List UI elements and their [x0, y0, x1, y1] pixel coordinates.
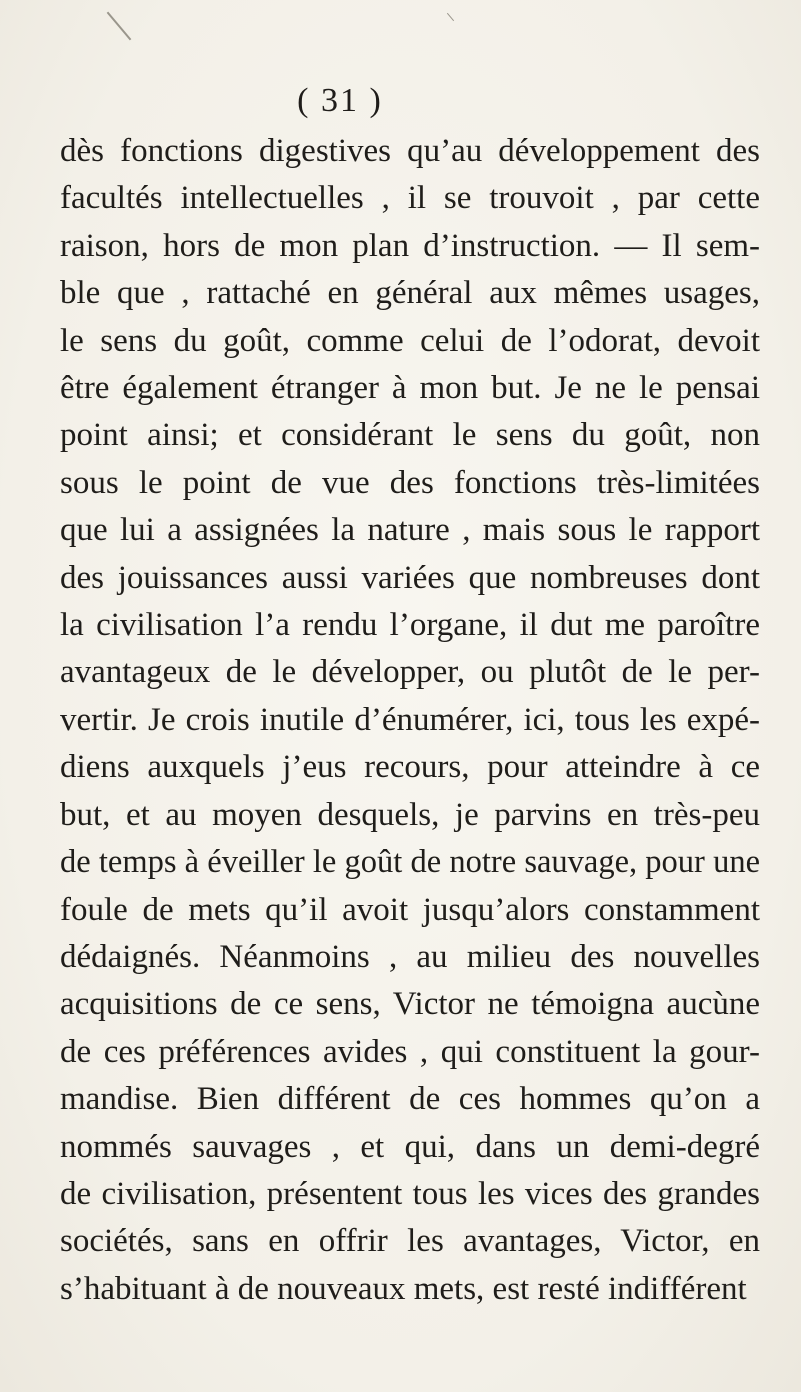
- text-line: vertir. Je crois inutile d’énumérer, ici, tous les expé-: [60, 701, 760, 738]
- text-line: des jouissances aussi variées que nombreuses dont: [60, 559, 760, 596]
- text-line: diens auxquels j’eus recours, pour atteindre à ce: [60, 749, 760, 786]
- text-line: dédaignés. Néanmoins , au milieu des nouvelles: [60, 938, 760, 975]
- page-number: ( 31 ): [297, 82, 383, 119]
- text-line: le sens du goût, comme celui de l’odorat, devoit: [60, 322, 760, 359]
- text-line: facultés intellectuelles , il se trouvoit , par cette: [60, 180, 760, 217]
- text-line: sociétés, sans en offrir les avantages, Victor, en: [60, 1223, 760, 1260]
- body-text: [60, 128, 760, 1313]
- text-line: la civilisation l’a rendu l’organe, il dut me paroître: [60, 607, 760, 644]
- scan-mark: [447, 13, 454, 21]
- text-line: point ainsi; et considérant le sens du goût, non: [60, 417, 760, 454]
- text-line: s’habituant à de nouveaux mets, est resté indifférent: [60, 1270, 747, 1307]
- text-line: de ces préférences avides , qui constituent la gour-: [60, 1033, 760, 1070]
- text-line: être également étranger à mon but. Je ne le pensai: [60, 370, 760, 407]
- text-line: but, et au moyen desquels, je parvins en très-peu: [60, 796, 760, 833]
- text-line: raison, hors de mon plan d’instruction. — Il sem-: [60, 227, 760, 264]
- text-line: acquisitions de ce sens, Victor ne témoigna aucùne: [60, 986, 760, 1023]
- text-line: foule de mets qu’il avoit jusqu’alors constamment: [60, 891, 760, 928]
- text-line: nommés sauvages , et qui, dans un demi-degré: [60, 1128, 760, 1165]
- text-line: avantageux de le développer, ou plutôt de le per-: [60, 654, 760, 691]
- text-line: de temps à éveiller le goût de notre sauvage, pour une: [60, 844, 760, 881]
- text-line: ble que , rattaché en général aux mêmes usages,: [60, 275, 760, 312]
- text-line: dès fonctions digestives qu’au développement des: [60, 133, 760, 169]
- text-line: mandise. Bien différent de ces hommes qu’on a: [60, 1081, 760, 1118]
- text-line: que lui a assignées la nature , mais sous le rapport: [60, 512, 760, 549]
- text-line: de civilisation, présentent tous les vices des grandes: [60, 1175, 760, 1212]
- scan-mark: [107, 12, 132, 41]
- text-line: sous le point de vue des fonctions très-limitées: [60, 464, 760, 501]
